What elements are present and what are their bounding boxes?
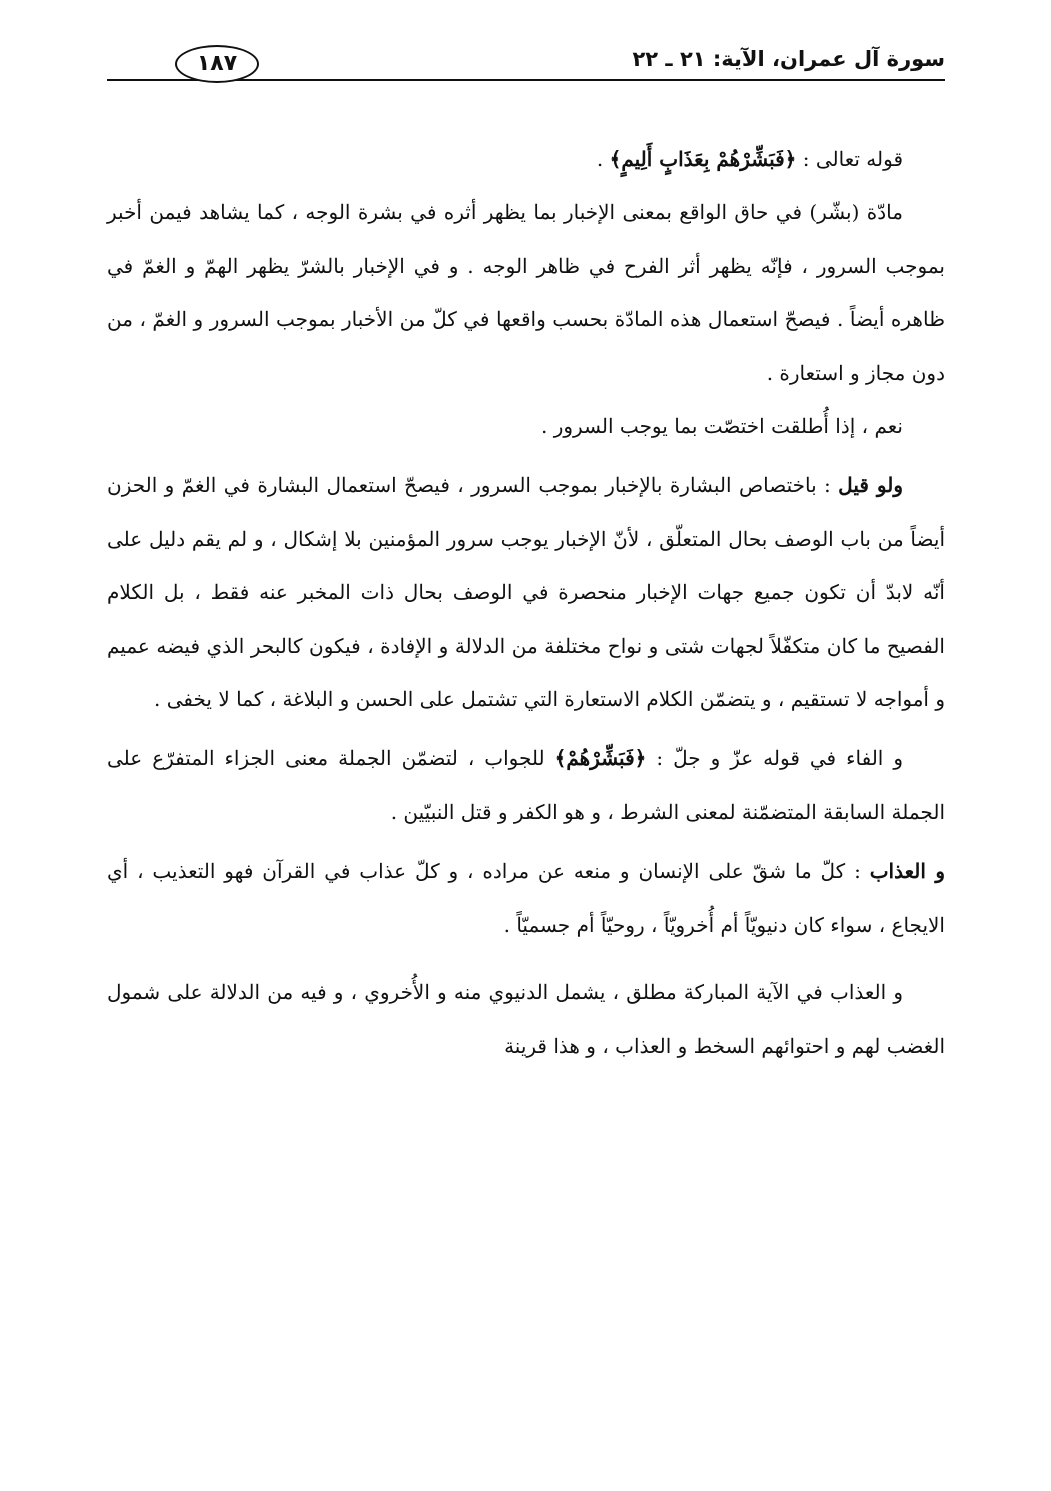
page-body <box>107 133 945 1073</box>
term-label: و العذاب <box>869 859 945 884</box>
paragraph-text: : باختصاص البشارة بالإخبار بموجب السرور ، فيصحّ استعمال البشارة في الغمّ و الحزن أيضاً من باب الوصف بحال المتعلّق ، لأنّ الإخبار يوجب سرور المؤمنين بلا إشكال ، و لم يقم دليل على أنّه لابدّ أن تكون جميع جهات الإخبار منحصرة في الوصف بحال ذات المخبر عنه فقط ، بل الكلام الفصيح ما كان متكفّلاً لجهات شتى و نواح مختلفة من الدلالة و الإفادة ، فيكون كالبحر الذي فيضه عميم و أمواجه لا تستقيم ، و يتضمّن الكلام الاستعارة التي تشتمل على الحسن و البلاغة ، كما لا يخفى . <box>107 473 945 712</box>
paragraph-text: للجواب ، لتضمّن الجملة معنى الجزاء المتفرّع على الجملة السابقة المتضمّنة لمعنى الشرط ، و هو الكفر و قتل النبيّين . <box>107 746 945 824</box>
paragraph-adhab-general: و العذاب في الآية المباركة مطلق ، يشمل الدنيوي منه و الأُخروي ، و فيه من الدلالة على شمول الغضب لهم و احتوائهم السخط و العذاب ، و هذا قرينة <box>107 980 945 1058</box>
page-number-badge: ١٨٧ <box>175 45 259 83</box>
paragraph-text: : كلّ ما شقّ على الإنسان و منعه عن مراده ، و كلّ عذاب في القرآن فهو التعذيب ، أي الايجاع ، سواء كان دنيويّاً أم أُخرويّاً ، روحيّاً أم جسميّاً . <box>107 859 945 937</box>
paragraph-note: نعم ، إذا أُطلقت اختصّت بما يوجب السرور . <box>541 414 903 439</box>
running-header-title: سورة آل عمران، الآية: ٢١ ـ ٢٢ <box>632 47 945 71</box>
page-header <box>107 38 945 88</box>
quran-verse: ﴿فَبَشِّرْهُمْ بِعَذَابٍ أَلِيمٍ﴾ <box>609 147 797 171</box>
verse-heading <box>107 133 945 186</box>
paragraph-adhab <box>107 845 945 952</box>
paragraph-objection <box>107 459 945 726</box>
paragraph-fa <box>107 732 945 839</box>
verse-intro: قوله تعالى : <box>802 147 903 171</box>
paragraph-definition: مادّة (بشّر) في حاق الواقع بمعنى الإخبار بما يظهر أثره في بشرة الوجه ، كما يشاهد فيمن أخبر بموجب السرور ، فإنّه يظهر أثر الفرح في ظاهر الوجه . و في الإخبار بالشرّ يظهر الهمّ و الغمّ في ظاهره أيضاً . فيصحّ استعمال هذه المادّة بحسب واقعها في كلّ من الأخبار بموجب السرور و الغمّ ، من دون مجاز و استعارة . <box>107 200 945 385</box>
term-label: ولو قيل <box>838 473 903 498</box>
paragraph-text: و الفاء في قوله عزّ و جلّ : <box>656 746 903 771</box>
verse-end: . <box>596 147 604 171</box>
quran-word: ﴿فَبَشِّرْهُمْ﴾ <box>554 746 647 771</box>
